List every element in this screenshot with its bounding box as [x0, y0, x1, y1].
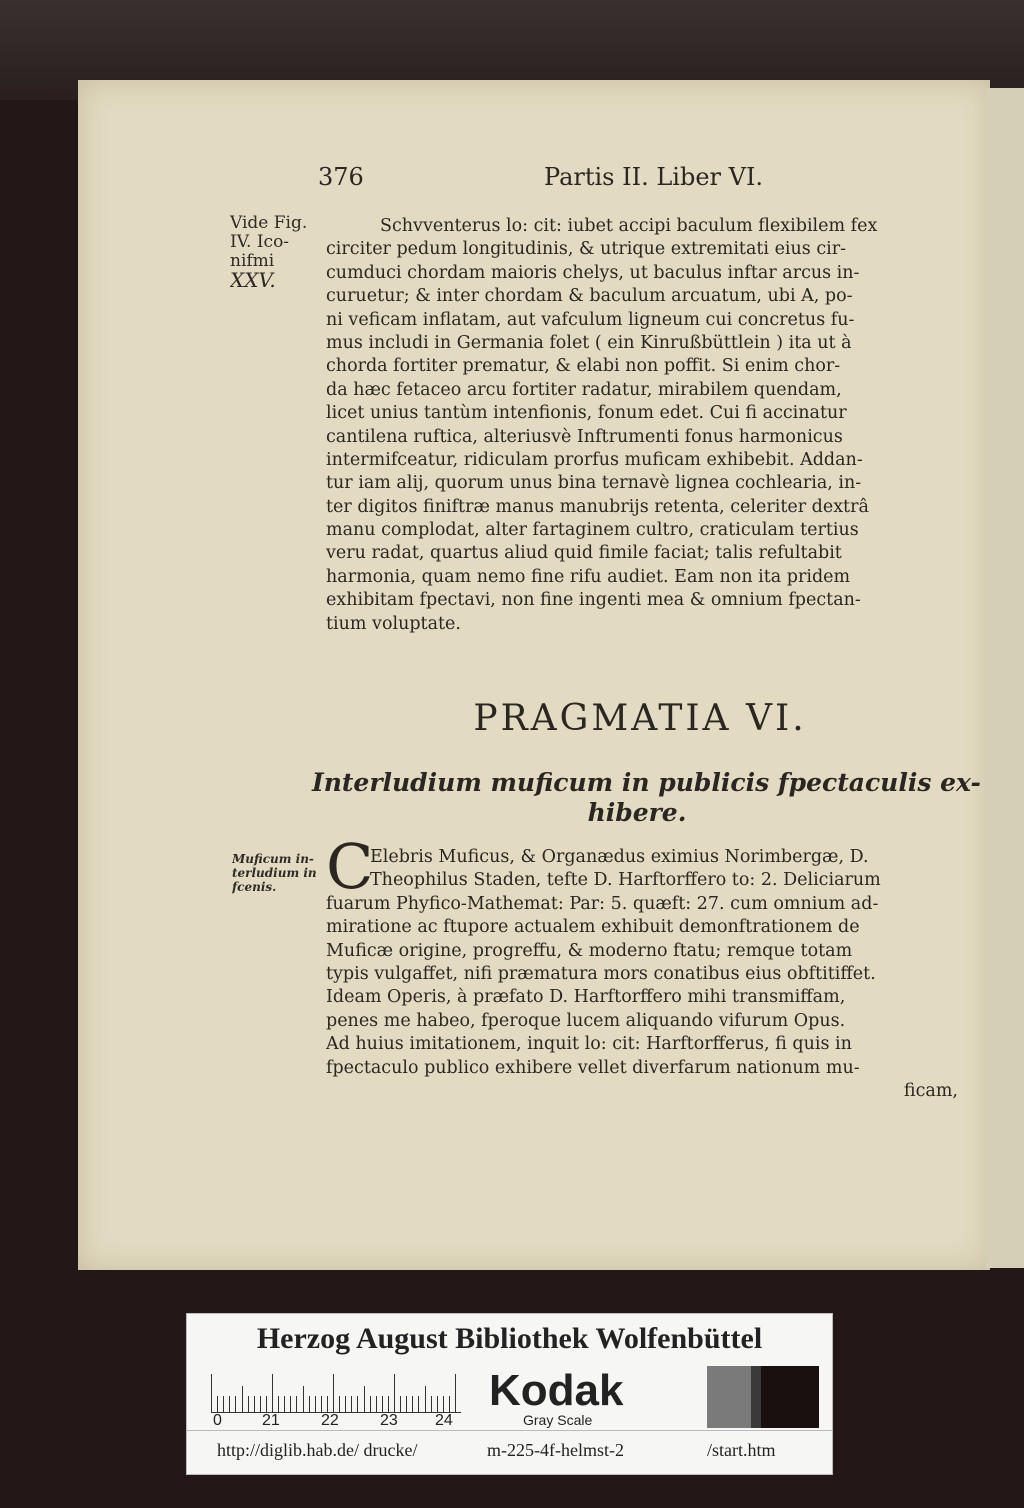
- paragraph-1: [326, 215, 958, 636]
- ruler-tick: [321, 1396, 322, 1412]
- ruler-tick: [303, 1386, 304, 1412]
- ruler-tick: [296, 1396, 297, 1412]
- text-line: fuarum Phyfico-Mathemat: Par: 5. quæft: 27. cum omnium ad-: [326, 893, 879, 914]
- ruler-tick: [260, 1396, 261, 1412]
- text-line: curuetur; & inter chordam & baculum arcuatum, ubi A, po-: [326, 286, 853, 307]
- text-line: Ad huius imitationem, inquit lo: cit: Harftorfferus, fi quis in: [326, 1034, 852, 1055]
- ruler-tick: [278, 1396, 279, 1412]
- ruler-number: 23: [380, 1412, 398, 1429]
- ruler-tick: [339, 1396, 340, 1412]
- margin-note-interlude: [232, 853, 317, 895]
- text-line: Muficæ origine, progreffu, & moderno ftatu; remque totam: [326, 940, 853, 961]
- ruler-tick: [248, 1396, 249, 1412]
- ruler-tick: [315, 1396, 316, 1412]
- gray-scale-label: Gray Scale: [523, 1412, 593, 1428]
- text-line: exhibitam fpectavi, non fine ingenti mea & omnium fpectan-: [326, 590, 861, 611]
- ruler-number: 0: [213, 1412, 222, 1429]
- ruler-tick: [394, 1374, 395, 1412]
- ruler-tick: [290, 1396, 291, 1412]
- ruler-tick: [437, 1396, 438, 1412]
- text-line: Theophilus Staden, tefte D. Harftorffero to: 2. Deliciarum: [370, 870, 881, 891]
- text-line: miratione ac ftupore actualem exhibuit demonftrationem de: [326, 917, 860, 938]
- ruler-tick: [284, 1396, 285, 1412]
- text-line: harmonia, quam nemo fine rifu audiet. Eam non ita pridem: [326, 566, 851, 587]
- ruler-tick: [235, 1396, 236, 1412]
- section-title: PRAGMATIA VI.: [473, 698, 807, 739]
- text-line: cantilena ruftica, alteriusvè Inftrumenti fonus harmonicus: [326, 426, 843, 447]
- ruler-tick: [449, 1396, 450, 1412]
- ruler-number: 21: [262, 1412, 280, 1429]
- margin-note-line: nifmi: [230, 252, 275, 271]
- text-line: typis vulgaffet, nifi præmatura mors conatibus eius obftitiffet.: [326, 963, 876, 984]
- margin-note-line: IV. Ico-: [230, 233, 290, 252]
- text-line: fpectaculo publico exhibere vellet diverfarum nationum mu-: [326, 1057, 860, 1078]
- text-line: licet unius tantùm intenfionis, fonum edet. Cui fi accinatur: [326, 403, 847, 424]
- margin-note-line: Muficum in-: [232, 853, 314, 866]
- margin-note-line: Vide Fig.: [230, 214, 308, 233]
- ruler-tick: [223, 1396, 224, 1412]
- running-head: Partis II. Liber VI.: [544, 163, 764, 191]
- ruler-tick: [443, 1396, 444, 1412]
- ruler-tick: [229, 1396, 230, 1412]
- ruler-tick: [266, 1396, 267, 1412]
- margin-note-line: XXV.: [230, 271, 276, 290]
- section-subtitle: [312, 768, 981, 828]
- text-line: Schvventerus lo: cit: iubet accipi baculum flexibilem fex: [380, 216, 878, 236]
- text-line: intermifceatur, ridiculam prorfus muficam exhibebit. Addan-: [326, 449, 863, 470]
- paragraph-2: [326, 846, 958, 1103]
- subtitle-line: hibere.: [587, 798, 687, 827]
- ruler-tick: [333, 1374, 334, 1412]
- footer-start-link: /start.htm: [707, 1440, 776, 1460]
- text-line: tium voluptate.: [326, 613, 461, 634]
- ruler-tick: [406, 1396, 407, 1412]
- kodak-logo: Kodak: [489, 1366, 624, 1415]
- drop-cap: C: [326, 830, 374, 903]
- ruler-tick: [412, 1396, 413, 1412]
- page-header: [0, 163, 1024, 199]
- ruler-tick: [242, 1386, 243, 1412]
- ruler-tick: [431, 1396, 432, 1412]
- ruler-tick: [309, 1396, 310, 1412]
- ruler-tick: [376, 1396, 377, 1412]
- ruler-tick: [455, 1374, 456, 1412]
- gray-patch: [751, 1366, 761, 1428]
- ruler-tick: [254, 1396, 255, 1412]
- ruler-tick: [345, 1396, 346, 1412]
- text-line: da hæc fetaceo arcu fortiter radatur, mirabilem quendam,: [326, 379, 842, 400]
- ruler-tick: [357, 1396, 358, 1412]
- measurement-ruler: [211, 1372, 461, 1413]
- text-line: veru radat, quartus aliud quid fimile faciat; talis refultabit: [326, 543, 842, 564]
- text-line: manu complodat, alter fartaginem cultro, craticulam tertius: [326, 520, 859, 541]
- ruler-tick: [400, 1396, 401, 1412]
- text-line: Ideam Operis, à præfato D. Harftorffero mihi transmiffam,: [326, 987, 846, 1008]
- text-line: mus includi in Germania folet ( ein Kinrußbüttlein ) ita ut à: [326, 332, 852, 353]
- ruler-tick: [351, 1396, 352, 1412]
- text-line: cumduci chordam maioris chelys, ut baculus inftar arcus in-: [326, 262, 860, 283]
- text-line: tur iam alij, quorum unus bina ternavè lignea cochlearia, in-: [326, 473, 862, 494]
- text-line: Elebris Muficus, & Organædus eximius Norimbergæ, D.: [370, 847, 869, 867]
- divider: [187, 1430, 832, 1431]
- text-line: chorda fortiter prematur, & elabi non poffit. Si enim chor-: [326, 356, 841, 377]
- gray-patch: [707, 1366, 751, 1428]
- ruler-tick: [370, 1396, 371, 1412]
- margin-note-figure-reference: [230, 214, 307, 290]
- footer-shelfmark: m-225-4f-helmst-2: [487, 1440, 624, 1460]
- margin-note-line: fcenis.: [232, 881, 277, 894]
- facing-page-edge: [986, 88, 1024, 1268]
- ruler-tick: [425, 1386, 426, 1412]
- catchword: ficam,: [903, 1080, 958, 1101]
- ruler-tick: [388, 1396, 389, 1412]
- ruler-tick: [364, 1386, 365, 1412]
- margin-note-line: terludium in: [232, 867, 317, 880]
- page-number: 376: [318, 163, 364, 191]
- text-line: ter digitos finiftræ manus manubrijs retenta, celeriter dextrâ: [326, 496, 869, 517]
- ruler-tick: [418, 1396, 419, 1412]
- ruler-number: 22: [321, 1412, 339, 1429]
- footer-url: http://diglib.hab.de/ drucke/: [217, 1440, 418, 1460]
- text-line: ni veficam inflatam, aut vafculum ligneum cui concretus fu-: [326, 309, 855, 330]
- ruler-tick: [382, 1396, 383, 1412]
- library-name: Herzog August Bibliothek Wolfenbüttel: [256, 1322, 763, 1355]
- ruler-tick: [211, 1374, 212, 1412]
- ruler-tick: [327, 1396, 328, 1412]
- gray-patch: [761, 1366, 819, 1428]
- text-line: circiter pedum longitudinis, & utrique extremitati eius cir-: [326, 239, 847, 260]
- ruler-number: 24: [435, 1412, 453, 1429]
- text-line: penes me habeo, fperoque lucem aliquando vifurum Opus.: [326, 1010, 846, 1031]
- ruler-tick: [272, 1374, 273, 1412]
- subtitle-line: Interludium muficum in publicis fpectaculis ex-: [312, 768, 981, 797]
- ruler-tick: [217, 1396, 218, 1412]
- archive-color-target: [186, 1313, 833, 1475]
